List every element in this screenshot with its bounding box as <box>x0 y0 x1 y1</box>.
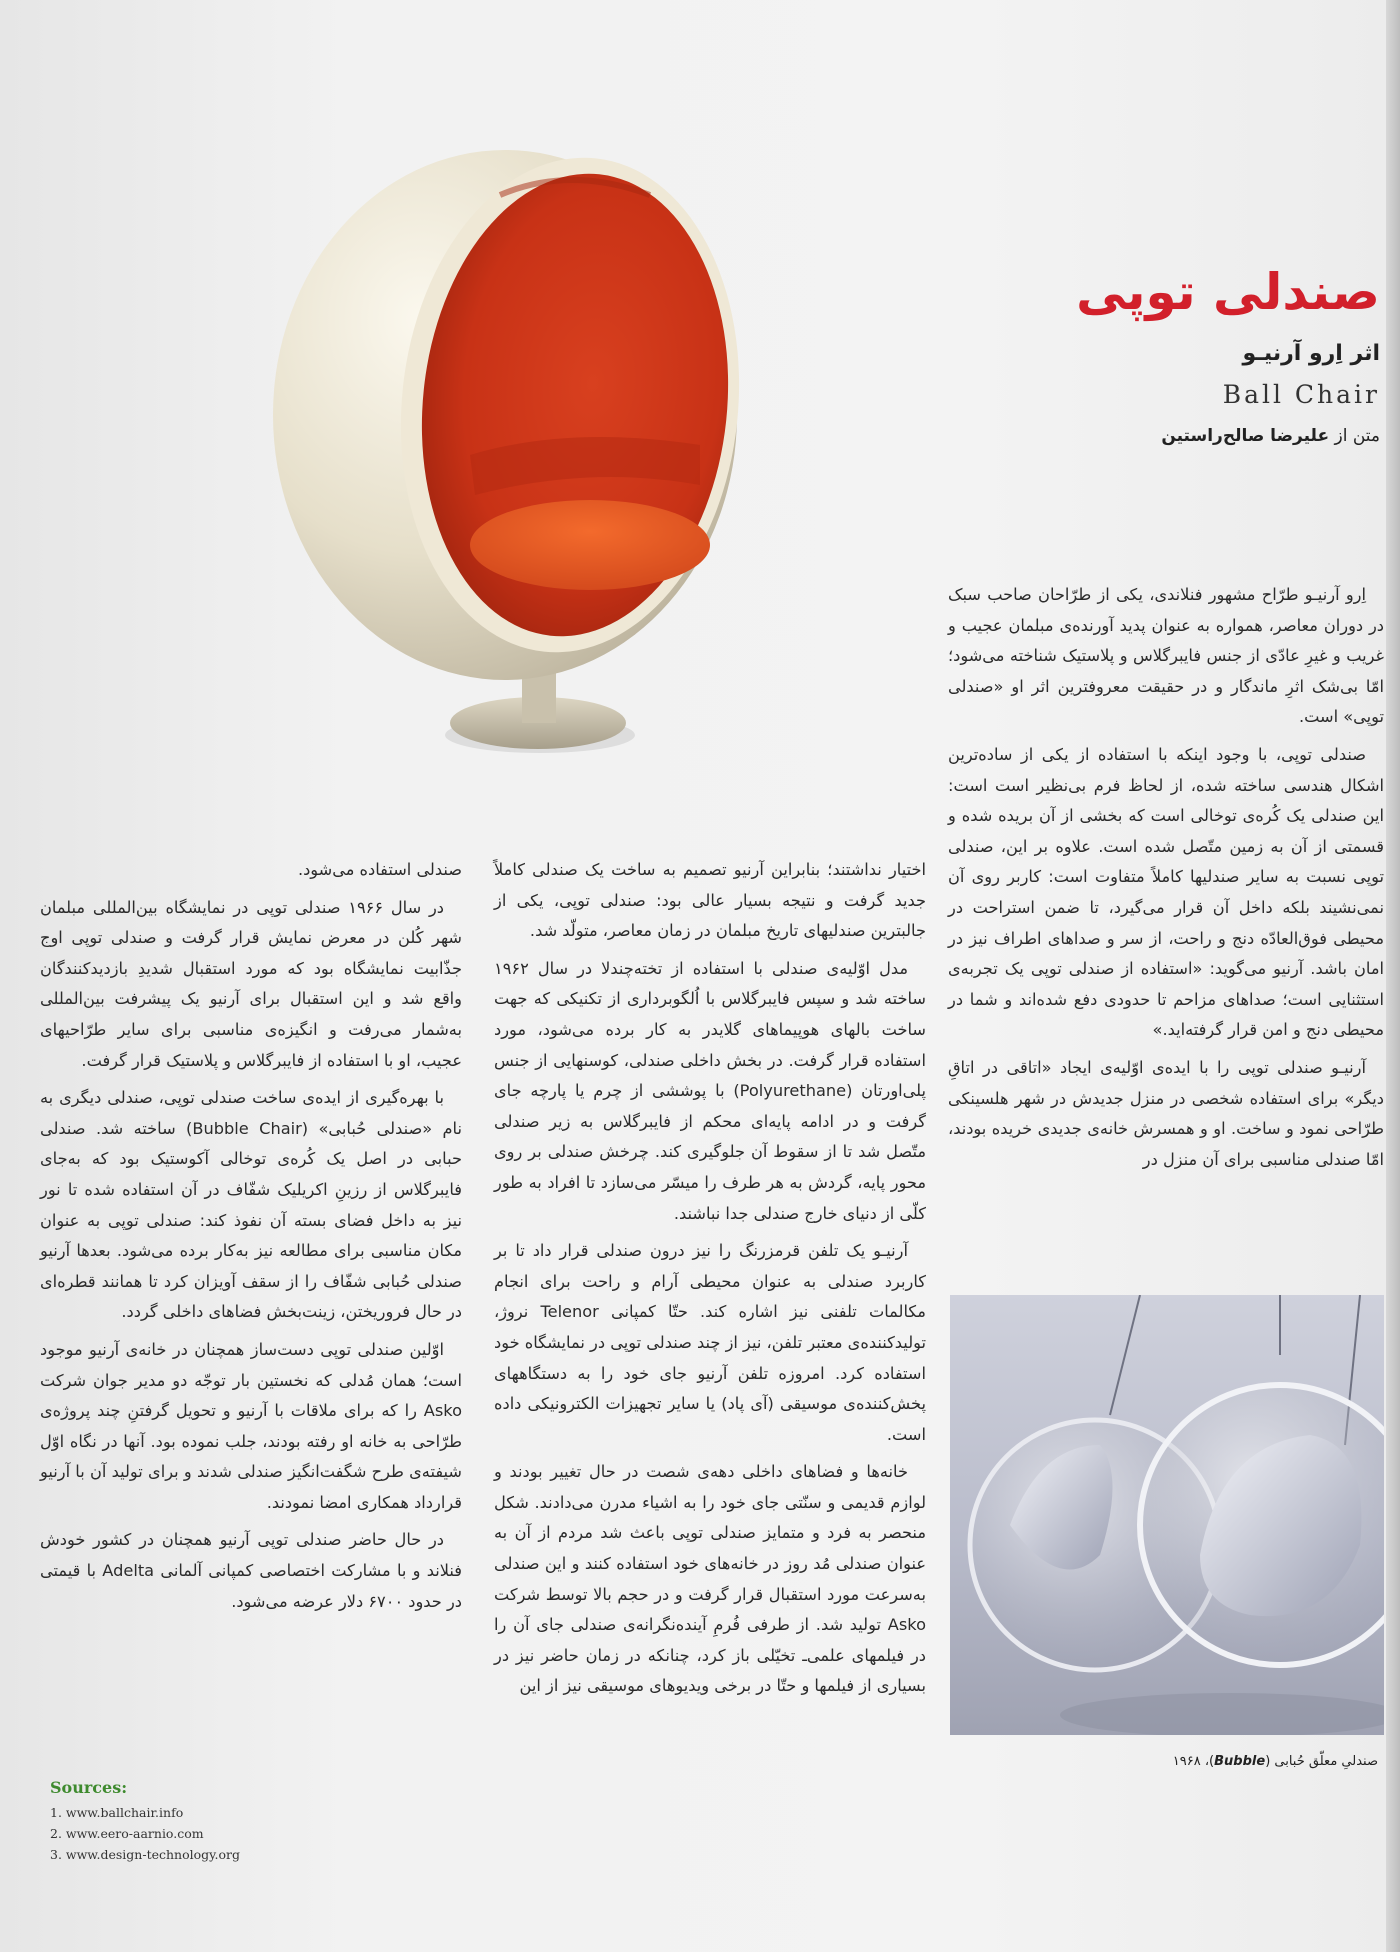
source-item: 1. www.ballchair.info <box>50 1805 184 1820</box>
page-gutter-shadow <box>1386 0 1400 1952</box>
paragraph: اِرو آرنیـو طرّاح مشهور فنلاندی، یکی از طرّاحان صاحب سبک در دوران معاصر، همواره به عنوان پدید آورنده‌ی مبلمان عجیب و غریب و غیرِ عادّی از جنس فایبرگلاس و پلاستیک شناخته می‌شود؛ امّا بی‌شک اثرِ ماندگار و در حقیقت معروفترین اثر او «صندلی توپی» است. <box>948 585 1384 727</box>
caption-suffix: )، ۱۹۶۸ <box>1172 1754 1215 1769</box>
bubble-chair-photo <box>950 1295 1384 1735</box>
author-name: علیرضا صالح‌راستین <box>1161 426 1330 446</box>
floor-reflection <box>1060 1693 1384 1735</box>
sources-heading: Sources: <box>50 1778 128 1797</box>
paragraph: آرنیـو یک تلفن قرمزرنگ را نیز درون صندلی قرار داد تا بر کاربرد صندلی به عنوان محیطی آرام و راحت برای انجام مکالمات تلفنی نیز اشاره کند. حتّا کمپانی Telenor نروژ، تولیدکننده‌ی معتبر تلفن، نیز از چند صندلی توپی در نمایشگاه خود استفاده کرد. امروزه تلفن آرنیو جای خود را به دستگاههای پخش‌کننده‌ی موسیقی (آی پاد) یا سایر تجهیزات الکترونیکی داده است. <box>494 1241 926 1444</box>
source-item: 2. www.eero-aarnio.com <box>50 1826 204 1841</box>
paragraph: صندلی استفاده می‌شود. <box>297 860 462 879</box>
chair-cushion <box>470 500 710 590</box>
text-column-left <box>40 855 462 1624</box>
paragraph: صندلی توپی، با وجود اینکه با استفاده از یکی از ساده‌ترین اشکال هندسی ساخته شده، از لحاظ فرم بی‌نظیر است است: این صندلی یک کُره‌ی توخالی است که بخشی از آن بریده شده و قسمتی از آن به زمین متّصل شده است. علاوه بر این، صندلی توپی نسبت به سایر صندلیها کاملاً متفاوت است: کاربر روی آن نمی‌نشیند بلکه داخل آن قرار می‌گیرد، تا ضمن استراحت در محیطی فوق‌العادّه دنج و راحت، از سر و صداهای اطراف نیز در امان باشد. آرنیو می‌گوید: «استفاده از صندلی توپی یک تجربه‌ی استثنایی است؛ صداهای مزاحم تا حدودی دفع شده‌اند و شما در محیطی دنج و امن قرار گرفته‌اید.» <box>948 744 1384 1040</box>
article-title: صندلی توپی <box>1076 263 1380 321</box>
bubble-chair-drawing <box>950 1295 1384 1735</box>
caption-english: Bubble <box>1214 1754 1266 1769</box>
paragraph: با بهره‌گیری از ایده‌ی ساخت صندلی توپی، صندلی دیگری به نام «صندلی حُبابی» (Bubble Chair) ساخته شد. صندلی حبابی در اصل یک کُره‌ی توخالی آکوستیک بود که به‌جای فایبرگلاس از رزینِ اکریلیک شفّاف در آن استفاده شده تا نور نیز به داخل فضای بسته آن نفوذ کند: صندلی توپی به عنوان مکان مناسبی برای مطالعه نیز به‌کار برده می‌شود. بعدها آرنیو صندلی حُبابی شفّاف را از سقف آویزان کرد تا همانند قطره‌ای در حال فروریختن، زینت‌بخش فضاهای داخلی گردد. <box>40 1088 462 1322</box>
paragraph: اوّلین صندلی توپی دست‌ساز همچنان در خانه‌ی آرنیو موجود است؛ همان مُدلی که نخستین بار توجّه دو مدیر جوان شرکت Asko را که برای ملاقات با آرنیو و تحویل گرفتنِ چند پروژه‌ی طرّاحی به خانه او رفته بودند، جلب نموده بود. آنها در نگاه اوّل شیفته‌ی طرح شگفت‌انگیز صندلی شدند و برای تولید آن با آرنیو قرارداد همکاری امضا نمودند. <box>40 1339 462 1512</box>
author-prefix: متن از <box>1334 426 1380 446</box>
hanging-chain <box>1110 1295 1140 1415</box>
text-column-middle <box>494 855 926 1709</box>
paragraph: مدل اوّلیه‌ی صندلی با استفاده از تخته‌چندلا در سال ۱۹۶۲ ساخته شد و سپس فایبرگلاس با اُلگوبرداری از تکنیکی که جهت ساخت بالهای هوپیماهای گلایدر به کار برده می‌شود، مورد استفاده قرار گرفت. در بخش داخلی صندلی، کوسنهایی از جنس پلی‌اورتان (Polyurethane) با پوششی از چرم یا پارچه جای گرفت و در ادامه پایه‌ای محکم از فایبرگلاس به زیر صندلی متّصل شد تا از سقوط آن جلوگیری کند. چرخش صندلی بر روی محور پایه، گردش به هر طرف را میسّر می‌سازد تا افراد به طور کلّی از دنیای خارج صندلی جدا نباشند. <box>494 958 926 1223</box>
paragraph: در سال ۱۹۶۶ صندلی توپی در نمایشگاه بین‌المللی مبلمان شهر کُلن در معرض نمایش قرار گرفت و صندلی توپی اوج جذّابیت نمایشگاه بود که مورد استقبال شدیدِ بازدیدکنندگان واقع شد و این استقبال برای آرنیو یک پیشرفت بین‌المللی به‌شمار می‌رفت و انگیزه‌ی مناسبی برای سایر طرّاحیهای عجیب، او با استفاده از فایبرگلاس و پلاستیک قرار گرفت. <box>40 897 462 1070</box>
text-column-right <box>948 580 1384 1182</box>
source-item: 3. www.design-technology.org <box>50 1847 241 1862</box>
caption-prefix: صندلیِ معلّق حُبابی ( <box>1265 1754 1378 1769</box>
ball-chair-illustration <box>270 45 740 765</box>
designer-name: اثر اِرو آرنیـو <box>1242 341 1380 366</box>
sources-list <box>50 1802 240 1865</box>
english-title: Ball Chair <box>1222 380 1380 409</box>
paragraph: اختیار نداشتند؛ بنابراین آرنیو تصمیم به ساخت یک صندلی کاملاً جدید گرفت و نتیجه بسیار عالی بود: صندلی توپی، یکی از جالبترین صندلیهای تاریخ مبلمان در زمان معاصر، متولّد شد. <box>494 860 926 941</box>
author-line <box>780 426 1380 446</box>
paragraph: آرنیـو صندلی توپی را با ایده‌ی اوّلیه‌ی ایجاد «اتاقی در اتاقِ دیگر» برای استفاده شخصی در منزل جدیدش در شهر هلسینکی طرّاحی نمود و ساخت. او و همسرش خانه‌ی جدیدی خریده بودند، امّا صندلی مناسبی برای آن منزل در <box>948 1057 1384 1169</box>
paragraph: در حال حاضر صندلی توپی آرنیو همچنان در کشور خودش فنلاند و با مشارکت اختصاصی کمپانی آلمانی Adelta با قیمتی در حدود ۶۷۰۰ دلار عرضه می‌شود. <box>40 1530 462 1611</box>
photo-caption <box>958 1754 1378 1769</box>
paragraph: خانه‌ها و فضاهای داخلی دهه‌ی شصت در حال تغییر بودند و لوازم قدیمی و سنّتی جای خود را به اشیاء مدرن می‌دادند. شکل منحصر به فرد و متمایز صندلی توپی باعث شد مردم از آن به عنوان صندلی مُد روز در خانه‌های خود استفاده کنند و این صندلی به‌سرعت مورد استقبال قرار گرفت و در حجم بالا توسط شرکت Asko تولید شد. از طرفی فُرمِ آینده‌نگرانه‌ی صندلی جای آن را در فیلمهای علمی‌ـ تخیّلی باز کرد، چنانکه در زمان حاضر نیز در بسیاری از فیلمها و حتّا در برخی ویدیوهای موسیقی نیز از این <box>494 1462 926 1696</box>
